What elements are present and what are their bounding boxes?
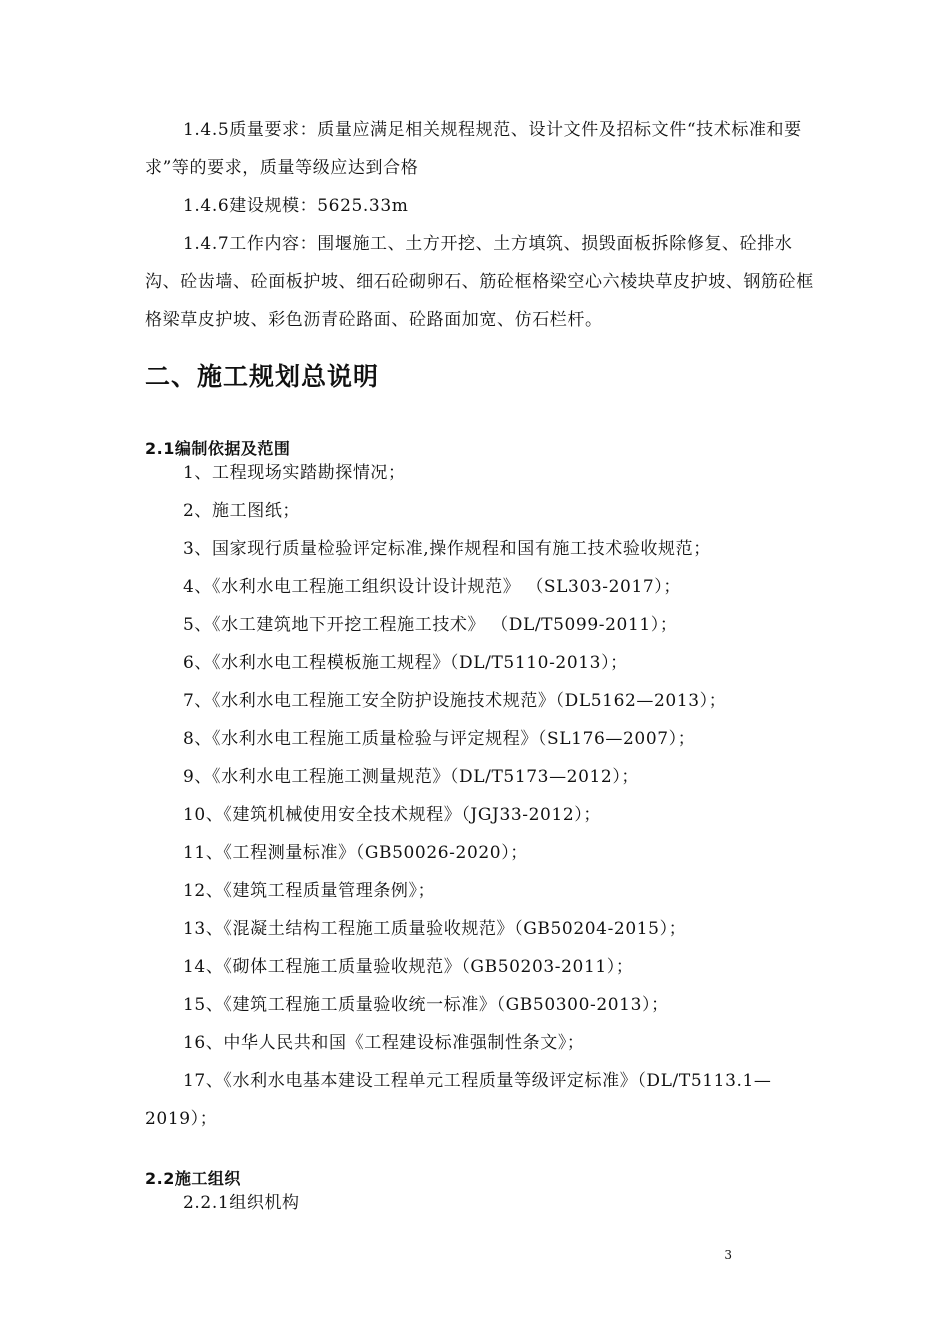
subsection-2-2-1-title: 2.2.1组织机构 — [183, 1193, 300, 1213]
list-item: 7、《水利水电工程施工安全防护设施技术规范》（DL5162—2013）； — [183, 691, 727, 711]
list-item: 15、《建筑工程施工质量验收统一标准》（GB50300-2013）； — [183, 995, 669, 1015]
list-item: 5、《水工建筑地下开挖工程施工技术》 （DL/T5099-2011）； — [183, 615, 678, 635]
list-item: 10、《建筑机械使用安全技术规程》（JGJ33-2012）； — [183, 805, 601, 825]
section-2-1-title: 2.1编制依据及范围 — [145, 439, 291, 458]
list-item: 12、《建筑工程质量管理条例》； — [183, 881, 436, 901]
list-item: 13、《混凝土结构工程施工质量验收规范》（GB50204-2015）； — [183, 919, 687, 939]
page-number: 3 — [724, 1248, 732, 1262]
section-2-2-title: 2.2施工组织 — [145, 1169, 241, 1188]
chapter-title: 二、施工规划总说明 — [145, 362, 380, 391]
list-item: 14、《砌体工程施工质量验收规范》（GB50203-2011）； — [183, 957, 634, 977]
list-item-17: 17、《水利水电基本建设工程单元工程质量等级评定标准》（DL/T5113.1—2019）； — [145, 1071, 772, 1129]
paragraph-construction-scale: 1.4.6建设规模：5625.33m — [183, 196, 409, 216]
list-item: 11、《工程测量标准》（GB50026-2020）； — [183, 843, 528, 863]
list-item: 1、工程现场实踏勘探情况； — [183, 463, 406, 483]
list-item: 2、施工图纸； — [183, 501, 301, 521]
list-item: 4、《水利水电工程施工组织设计设计规范》 （SL303-2017）； — [183, 577, 682, 597]
paragraph-quality-requirements: 1.4.5质量要求：质量应满足相关规程规范、设计文件及招标文件“技术标准和要求”等的要求，质量等级应达到合格 — [145, 120, 802, 178]
list-item: 3、国家现行质量检验评定标准,操作规程和国有施工技术验收规范； — [183, 539, 711, 559]
list-item: 8、《水利水电工程施工质量检验与评定规程》（SL176—2007）； — [183, 729, 696, 749]
list-item: 6、《水利水电工程模板施工规程》（DL/T5110-2013）； — [183, 653, 628, 673]
list-item: 16、中华人民共和国《工程建设标准强制性条文》； — [183, 1033, 585, 1053]
list-item: 9、《水利水电工程施工测量规范》（DL/T5173—2012）； — [183, 767, 640, 787]
paragraph-work-content: 1.4.7工作内容：围堰施工、土方开挖、土方填筑、损毁面板拆除修复、砼排水沟、砼齿墙、砼面板护坡、细石砼砌卵石、筋砼框格梁空心六棱块草皮护坡、钢筋砼框格梁草皮护坡、彩色沥青砼路面、砼路面加宽、仿石栏杆。 — [145, 234, 814, 330]
